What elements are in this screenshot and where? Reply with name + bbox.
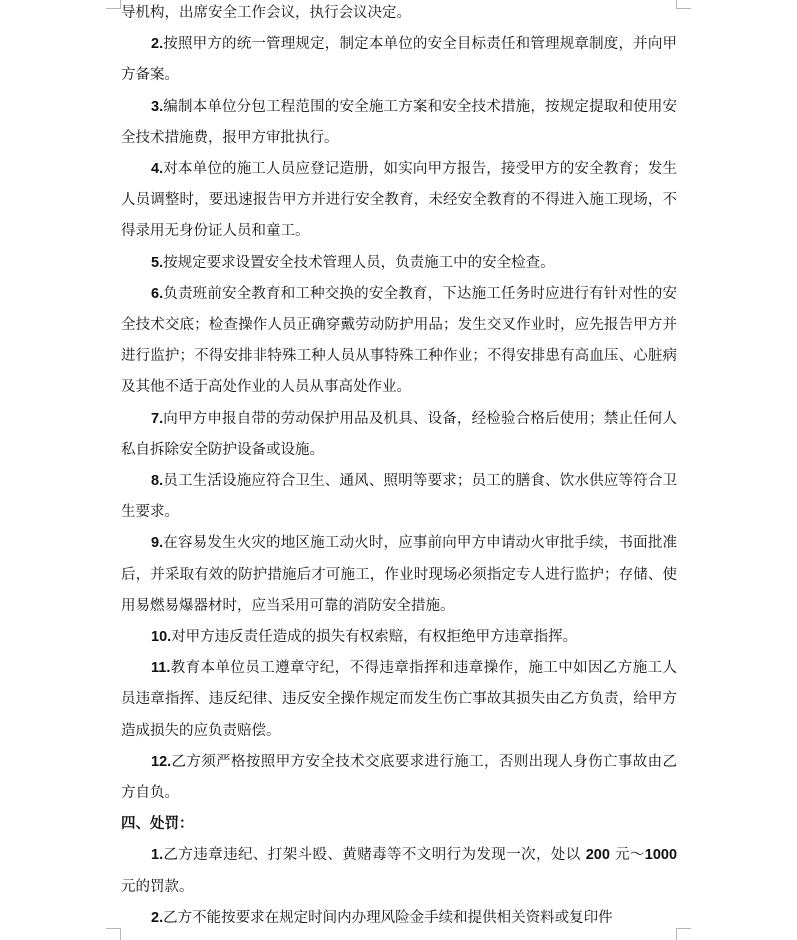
- paragraph-text: 向甲方申报自带的劳动保护用品及机具、设备，经检验合格后使用；禁止任何人私自拆除安全防护设备或设施。: [121, 410, 677, 458]
- penalty-amount-max: 1000: [644, 847, 678, 864]
- item-number: 4.: [151, 161, 164, 178]
- paragraph-text: 乙方须严格按照甲方安全技术交底要求进行施工，否则出现人身伤亡事故由乙方自负。: [121, 753, 677, 802]
- penalty-item-2: [121, 903, 677, 934]
- paragraph-text: 按规定要求设置安全技术管理人员，负责施工中的安全检查。: [163, 254, 555, 271]
- paragraph-item-6: [121, 279, 677, 404]
- penalty-text: 乙方违章违纪、打架斗殴、黄赌毒等不文明行为发现一次，处以: [163, 847, 581, 864]
- paragraph-item-4: [121, 154, 677, 248]
- paragraph-item-5: [121, 248, 677, 279]
- item-number: 2.: [151, 909, 164, 926]
- item-number: 10.: [151, 629, 172, 646]
- paragraph-item-2: [121, 29, 677, 91]
- penalty-text: 元的罚款。: [121, 878, 194, 895]
- penalty-text: 乙方不能按要求在规定时间内办理风险金手续和提供相关资料或复印件: [163, 909, 613, 926]
- crop-mark-bottom-left: [106, 928, 121, 940]
- paragraph-continuation: [121, 0, 677, 29]
- paragraph-item-3: [121, 92, 677, 154]
- item-number: 1.: [151, 847, 164, 864]
- item-number: 2.: [151, 36, 164, 53]
- crop-mark-top-right: [676, 0, 691, 9]
- crop-mark-bottom-right: [676, 928, 691, 940]
- paragraph-item-9: [121, 528, 677, 622]
- penalty-amount-min: 200: [585, 847, 610, 864]
- item-number: 7.: [151, 410, 164, 427]
- paragraph-text: 在容易发生火灾的地区施工动火时，应事前向甲方申请动火审批手续，书面批准后，并采取有效的防护措施后才可施工，作业时现场必须指定专人进行监护；存储、使用易燃易爆器材时，应当采用可靠的消防安全措施。: [121, 535, 677, 614]
- paragraph-text: 教育本单位员工遵章守纪，不得违章指挥和违章操作，施工中如因乙方施工人员违章指挥、违反纪律、违反安全操作规定而发生伤亡事故其损失由乙方负责，给甲方造成损失的应负责赔偿。: [121, 660, 677, 739]
- paragraph-text: 对本单位的施工人员应登记造册，如实向甲方报告，接受甲方的安全教育；发生人员调整时，要迅速报告甲方并进行安全教育，未经安全教育的不得进入施工现场，不得录用无身份证人员和童工。: [121, 161, 677, 240]
- paragraph-text: 按照甲方的统一管理规定，制定本单位的安全目标责任和管理规章制度，并向甲方备案。: [121, 36, 677, 84]
- item-number: 9.: [151, 535, 164, 552]
- paragraph-item-10: [121, 622, 677, 653]
- item-number: 3.: [151, 98, 164, 115]
- item-number: 5.: [151, 254, 164, 271]
- paragraph-item-11: [121, 653, 677, 747]
- item-number: 6.: [151, 285, 164, 302]
- paragraph-text: 导机构，出席安全工作会议，执行会议决定。: [121, 5, 411, 21]
- item-number: 12.: [151, 753, 172, 770]
- crop-mark-top-left: [106, 0, 121, 9]
- paragraph-text: 编制本单位分包工程范围的安全施工方案和安全技术措施，按规定提取和使用安全技术措施费，报甲方审批执行。: [121, 98, 677, 146]
- paragraph-item-8: [121, 466, 677, 528]
- paragraph-text: 对甲方违反责任造成的损失有权索赔，有权拒绝甲方违章指挥。: [171, 629, 578, 646]
- penalty-item-1: [121, 840, 677, 902]
- paragraph-item-7: [121, 404, 677, 466]
- penalty-text: 元～: [614, 847, 645, 864]
- paragraph-text: 员工生活设施应符合卫生、通风、照明等要求；员工的膳食、饮水供应等符合卫生要求。: [121, 473, 677, 521]
- item-number: 11.: [151, 660, 171, 677]
- item-number: 8.: [151, 473, 164, 490]
- paragraph-text: 负责班前安全教育和工种交换的安全教育，下达施工任务时应进行有针对性的安全技术交底；检查操作人员正确穿戴劳动防护用品；发生交叉作业时，应先报告甲方并进行监护；不得安排非特殊工种人员从事特殊工种作业；不得安排患有高血压、心脏病及其他不适于高处作业的人员从事高处作业。: [121, 285, 677, 396]
- paragraph-item-12: [121, 747, 677, 809]
- document-body: [121, 0, 677, 934]
- section-heading-penalties: 四、处罚：: [121, 816, 194, 833]
